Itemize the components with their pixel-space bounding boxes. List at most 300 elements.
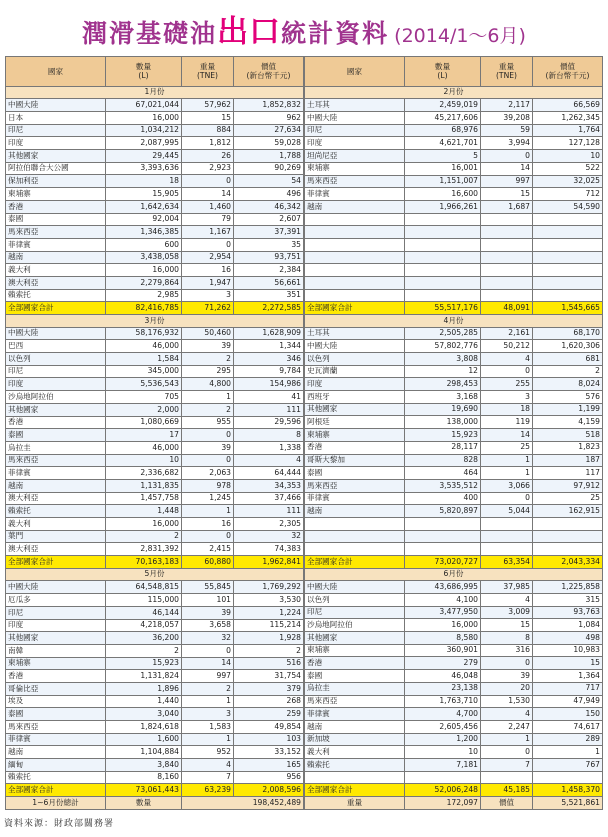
weight-cell: 978 [182,479,234,492]
value-cell [533,289,603,302]
table-row [6,238,304,251]
value-cell [533,226,603,239]
grand-value: 5,521,861 [533,797,603,810]
quantity-cell: 2,505,285 [405,327,481,340]
table-row [305,708,603,721]
quantity-cell: 1,824,618 [106,721,182,734]
table-row [305,454,603,467]
value-cell: 1,344 [234,340,304,353]
quantity-cell: 15,905 [106,188,182,201]
quantity-cell: 10 [106,454,182,467]
table-row [6,467,304,480]
table-row [305,543,603,556]
total-weight: 60,880 [182,556,234,569]
table-row [305,353,603,366]
total-quantity: 73,020,727 [405,555,481,568]
total-row [6,784,304,797]
table-row [305,327,603,340]
value-cell: 29,596 [234,416,304,429]
table-row [6,479,304,492]
table-row [305,99,603,112]
weight-cell: 26 [182,150,234,163]
country-cell: 印度 [6,137,106,150]
value-cell: 1,224 [234,606,304,619]
title-period: (2014/1～6月) [394,25,526,47]
month-label: 3月份 [6,315,304,328]
table-row [6,619,304,632]
value-cell: 717 [533,682,603,695]
country-cell [305,289,405,302]
weight-cell: 1,460 [182,200,234,213]
value-cell: 115,214 [234,619,304,632]
country-cell: 其他國家 [305,403,405,416]
weight-cell: 4 [481,708,533,721]
weight-cell: 0 [481,492,533,505]
total-weight: 45,185 [481,784,533,797]
value-cell: 34,353 [234,479,304,492]
quantity-cell: 2,831,392 [106,543,182,556]
total-value: 2,272,585 [234,302,304,315]
table-row [305,632,603,645]
weight-cell: 1,245 [182,492,234,505]
table-row [305,416,603,429]
quantity-cell: 45,217,606 [405,112,481,125]
value-cell: 93,751 [234,251,304,264]
header-country: 國家 [6,57,106,87]
country-cell: 印尼 [6,365,106,378]
quantity-cell: 279 [405,657,481,670]
country-cell: 中國大陸 [6,99,106,112]
month-label: 1月份 [6,86,304,99]
quantity-cell: 4,100 [405,594,481,607]
country-cell: 馬來西亞 [6,226,106,239]
country-cell: 哥倫比亞 [6,682,106,695]
table-row [305,581,603,594]
country-cell: 其他國家 [305,632,405,645]
table-row [6,403,304,416]
weight-cell [481,276,533,289]
value-cell: 289 [533,733,603,746]
table-row [6,759,304,772]
table-row [305,505,603,518]
total-value: 1,962,841 [234,556,304,569]
value-cell: 54 [234,175,304,188]
country-cell: 其他國家 [6,632,106,645]
table-row [305,403,603,416]
weight-cell: 1 [182,391,234,404]
total-weight: 63,239 [182,784,234,797]
quantity-cell: 1,151,007 [405,175,481,188]
table-row [6,353,304,366]
weight-cell: 37,985 [481,581,533,594]
weight-cell: 14 [182,188,234,201]
quantity-cell: 67,021,044 [106,99,182,112]
weight-cell: 952 [182,746,234,759]
weight-cell: 316 [481,644,533,657]
total-row [305,555,603,568]
quantity-cell: 1,763,710 [405,695,481,708]
country-cell: 泰國 [6,708,106,721]
weight-cell [481,264,533,277]
weight-cell: 997 [182,670,234,683]
quantity-cell: 1,440 [106,695,182,708]
weight-cell: 8 [481,632,533,645]
value-cell: 2 [533,365,603,378]
weight-cell [481,771,533,784]
value-cell: 117 [533,467,603,480]
value-cell [533,530,603,543]
weight-cell: 1,812 [182,137,234,150]
month-label: 5月份 [6,568,304,581]
table-row [6,162,304,175]
value-cell: 59,028 [234,137,304,150]
value-cell: 2,384 [234,264,304,277]
quantity-cell [405,238,481,251]
weight-cell: 2 [182,353,234,366]
weight-cell: 101 [182,594,234,607]
table-row [6,771,304,784]
country-cell [305,530,405,543]
quantity-cell: 58,176,932 [106,327,182,340]
weight-cell: 1 [182,505,234,518]
table-row [6,112,304,125]
weight-cell: 14 [481,429,533,442]
value-cell: 1,225,858 [533,581,603,594]
table-row [6,682,304,695]
table-row [6,175,304,188]
country-cell: 印尼 [6,606,106,619]
header-value: 價值 (新台幣千元) [234,57,304,87]
total-row [6,556,304,569]
source-note: 資料來源：財政部關務署 [4,819,115,829]
country-cell: 中國大陸 [6,327,106,340]
table-row [6,99,304,112]
table-row [6,657,304,670]
value-cell: 2 [234,644,304,657]
weight-cell: 0 [481,657,533,670]
value-cell [533,543,603,556]
quantity-cell [405,771,481,784]
value-cell: 1,852,832 [234,99,304,112]
table-row [305,517,603,530]
quantity-cell: 5,820,897 [405,505,481,518]
quantity-cell: 2 [106,530,182,543]
value-cell [533,238,603,251]
value-cell: 268 [234,695,304,708]
country-cell: 新加坡 [305,733,405,746]
weight-cell: 59 [481,124,533,137]
country-cell: 以色列 [305,594,405,607]
quantity-cell [405,276,481,289]
weight-cell: 39,208 [481,112,533,125]
header-value: 價值 (新台幣千元) [533,57,603,87]
quantity-cell: 3,840 [106,759,182,772]
country-cell: 柬埔寨 [305,162,405,175]
country-cell: 柬埔寨 [305,429,405,442]
weight-cell: 50,460 [182,327,234,340]
country-cell: 菲律賓 [6,238,106,251]
value-cell: 2,607 [234,213,304,226]
table-row [6,289,304,302]
country-cell: 以色列 [305,353,405,366]
country-cell: 馬來西亞 [305,479,405,492]
quantity-cell: 10 [405,746,481,759]
value-cell: 4 [234,454,304,467]
month-label: 6月份 [305,568,603,581]
quantity-cell: 16,001 [405,162,481,175]
weight-cell: 1,687 [481,200,533,213]
quantity-cell: 2,000 [106,403,182,416]
quantity-cell: 1,346,385 [106,226,182,239]
value-cell: 522 [533,162,603,175]
table-row [305,137,603,150]
country-cell: 菲律賓 [305,708,405,721]
table-row [6,327,304,340]
table-row [305,467,603,480]
country-cell: 印度 [6,619,106,632]
weight-cell: 1 [481,733,533,746]
header-row [305,57,603,87]
country-cell: 越南 [6,251,106,264]
title-part-3: 統計資料 [281,19,390,48]
table-row [6,632,304,645]
country-cell [305,517,405,530]
weight-cell: 3 [182,708,234,721]
weight-cell: 1 [182,733,234,746]
value-cell: 956 [234,771,304,784]
weight-cell: 18 [481,403,533,416]
quantity-cell: 19,690 [405,403,481,416]
month-header-row [305,314,603,327]
value-cell: 379 [234,682,304,695]
value-cell: 681 [533,353,603,366]
country-cell [305,238,405,251]
weight-cell: 32 [182,632,234,645]
country-cell: 印尼 [305,124,405,137]
quantity-cell: 36,200 [106,632,182,645]
quantity-cell: 1,200 [405,733,481,746]
quantity-cell: 12 [405,365,481,378]
table-row [305,441,603,454]
grand-weight: 172,097 [405,797,481,810]
country-cell: 香港 [305,441,405,454]
table-row [6,606,304,619]
value-cell: 150 [533,708,603,721]
weight-cell: 1 [182,695,234,708]
weight-cell: 7 [182,771,234,784]
country-cell: 菲律賓 [6,467,106,480]
quantity-cell: 2 [106,644,182,657]
table-row [305,391,603,404]
table-row [305,644,603,657]
total-quantity: 70,163,183 [106,556,182,569]
table-row [305,479,603,492]
weight-cell: 57,962 [182,99,234,112]
value-cell: 1,928 [234,632,304,645]
weight-cell: 2 [182,682,234,695]
weight-cell: 2 [182,403,234,416]
value-cell: 1,764 [533,124,603,137]
weight-cell: 16 [182,264,234,277]
value-cell: 46,342 [234,200,304,213]
country-cell [305,264,405,277]
quantity-cell: 16,600 [405,188,481,201]
weight-cell: 0 [182,454,234,467]
weight-cell: 4 [182,759,234,772]
country-cell: 烏拉圭 [6,441,106,454]
table-row [305,213,603,226]
header-row [6,57,304,87]
total-label: 全部國家合計 [6,302,106,315]
quantity-cell: 298,453 [405,378,481,391]
table-row [305,340,603,353]
weight-cell [481,251,533,264]
quantity-cell: 68,976 [405,124,481,137]
quantity-cell: 16,000 [106,112,182,125]
country-cell: 澳大利亞 [6,492,106,505]
quantity-cell: 705 [106,391,182,404]
value-cell: 64,444 [234,467,304,480]
weight-cell [481,543,533,556]
quantity-cell [405,213,481,226]
value-cell: 498 [533,632,603,645]
table-row [6,721,304,734]
value-cell: 767 [533,758,603,771]
table-row [305,238,603,251]
left-table [5,56,304,810]
value-cell: 33,152 [234,746,304,759]
month-header-row [305,86,603,99]
value-cell: 8 [234,429,304,442]
quantity-cell: 1,034,212 [106,124,182,137]
table-row [305,378,603,391]
weight-cell: 1,947 [182,276,234,289]
value-cell: 47,949 [533,695,603,708]
value-cell: 97,912 [533,479,603,492]
quantity-cell: 3,808 [405,353,481,366]
quantity-cell: 17 [106,429,182,442]
country-cell: 印度 [305,137,405,150]
quantity-cell: 15,923 [405,429,481,442]
quantity-cell: 1,080,669 [106,416,182,429]
weight-cell: 2,247 [481,720,533,733]
country-cell: 泰國 [305,467,405,480]
value-cell: 1,199 [533,403,603,416]
quantity-cell: 15,923 [106,657,182,670]
value-cell: 10 [533,150,603,163]
weight-cell: 14 [481,162,533,175]
value-cell [533,771,603,784]
total-value: 1,545,665 [533,302,603,315]
header-quantity: 數量 (L) [405,57,481,87]
value-cell: 962 [234,112,304,125]
weight-cell: 295 [182,365,234,378]
table-row [6,213,304,226]
country-cell: 越南 [305,200,405,213]
value-cell: 3,530 [234,594,304,607]
value-cell: 90,269 [234,162,304,175]
weight-cell: 0 [481,365,533,378]
weight-cell: 2,923 [182,162,234,175]
table-row [6,200,304,213]
country-cell: 中國大陸 [305,340,405,353]
country-cell [305,251,405,264]
quantity-cell: 115,000 [106,594,182,607]
weight-cell: 0 [481,150,533,163]
country-cell: 菲律賓 [305,188,405,201]
quantity-cell: 1,600 [106,733,182,746]
table-row [305,492,603,505]
grand-value-label: 價值 [481,797,533,810]
quantity-cell: 46,000 [106,441,182,454]
total-label: 全部國家合計 [305,555,405,568]
quantity-cell: 46,000 [106,340,182,353]
country-cell: 泰國 [305,670,405,683]
country-cell: 土耳其 [305,99,405,112]
country-cell: 越南 [6,479,106,492]
weight-cell: 119 [481,416,533,429]
table-row [305,112,603,125]
country-cell: 印度 [305,378,405,391]
quantity-cell [405,543,481,556]
weight-cell: 14 [182,657,234,670]
table-row [6,429,304,442]
quantity-cell [405,264,481,277]
value-cell: 68,170 [533,327,603,340]
table-row [6,670,304,683]
total-weight: 48,091 [481,302,533,315]
value-cell: 37,466 [234,492,304,505]
quantity-cell: 3,535,512 [405,479,481,492]
value-cell: 74,383 [234,543,304,556]
total-row [6,302,304,315]
country-cell: 賴索托 [6,505,106,518]
quantity-cell: 7,181 [405,758,481,771]
country-cell [305,276,405,289]
table-row [305,746,603,759]
country-cell: 柬埔寨 [305,644,405,657]
value-cell [533,251,603,264]
value-cell: 1,338 [234,441,304,454]
grand-total-row [6,797,304,810]
weight-cell: 0 [182,175,234,188]
country-cell: 阿根廷 [305,416,405,429]
weight-cell: 1 [481,467,533,480]
table-row [305,150,603,163]
quantity-cell: 2,279,864 [106,276,182,289]
table-row [6,746,304,759]
total-weight: 71,262 [182,302,234,315]
weight-cell [481,226,533,239]
weight-cell: 2,063 [182,467,234,480]
quantity-cell: 16,000 [405,619,481,632]
quantity-cell: 345,000 [106,365,182,378]
value-cell: 518 [533,429,603,442]
country-cell: 哥斯大黎加 [305,454,405,467]
table-row [6,505,304,518]
table-row [6,581,304,594]
quantity-cell: 2,459,019 [405,99,481,112]
weight-cell: 3,066 [481,479,533,492]
quantity-cell: 16,000 [106,264,182,277]
quantity-cell: 43,686,995 [405,581,481,594]
quantity-cell: 5,536,543 [106,378,182,391]
quantity-cell: 1,131,835 [106,479,182,492]
weight-cell: 0 [182,530,234,543]
quantity-cell [405,530,481,543]
quantity-cell [405,517,481,530]
quantity-cell: 3,438,058 [106,251,182,264]
